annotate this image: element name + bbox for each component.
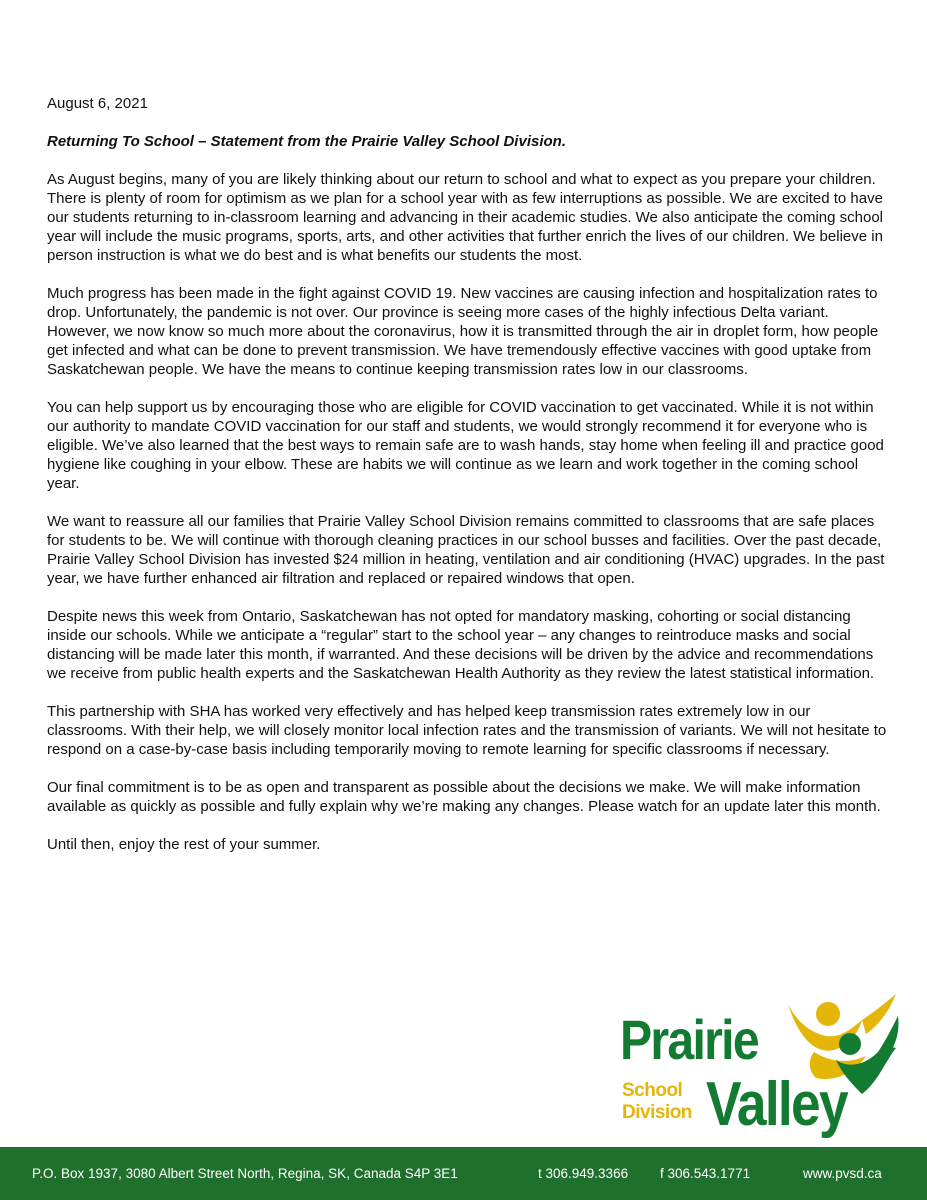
- footer-fax: f 306.543.1771: [660, 1166, 751, 1181]
- paragraph-6: This partnership with SHA has worked very effectively and has helped keep transmission rates extremely low in our classrooms. With their help, we will closely monitor local infection rates and the transmission of variants. We will not hesitate to respond on a case-by-case basis including temporarily moving to remote learning for specific classrooms if necessary.: [47, 703, 887, 758]
- pvsd-logo: [620, 990, 905, 1150]
- footer-phone: t 306.949.3366: [538, 1166, 629, 1181]
- paragraph-2: Much progress has been made in the fight against COVID 19. New vaccines are causing infection and hospitalization rates to drop. Unfortunately, the pandemic is not over. Our province is seeing more cases of the highly infectious Delta variant. However, we now know so much more about the coronavirus, how it is transmitted through the air in droplet form, how people get infected and what can be done to prevent transmission. We have tremendously effective vaccines with good uptake from Saskatchewan people. We have the means to continue keeping transmission rates low in our classrooms.: [47, 285, 879, 378]
- letter-body: [47, 94, 887, 873]
- logo-word-division: Division: [622, 1102, 692, 1123]
- footer-website[interactable]: www.pvsd.ca: [803, 1166, 882, 1181]
- logo-word-prairie: Prairie: [620, 1008, 758, 1071]
- logo-word-valley: Valley: [706, 1070, 847, 1139]
- letter-date: August 6, 2021: [47, 95, 148, 112]
- paragraph-5: Despite news this week from Ontario, Saskatchewan has not opted for mandatory masking, cohorting or social distancing inside our schools. While we anticipate a “regular” start to the school year – any changes to reintroduce masks and social distancing will be made later this month, if warranted. And these decisions will be driven by the advice and recommendations we receive from public health experts and the Saskatchewan Health Authority as they review the latest statistical information.: [47, 608, 875, 682]
- paragraph-1: As August begins, many of you are likely thinking about our return to school and what to expect as you prepare your children. There is plenty of room for optimism as we plan for a school year with as few interruptions as possible. We are excited to have our students returning to in-classroom learning and advancing in their academic studies. We also anticipate the coming school year will include the music programs, sports, arts, and other activities that further enrich the lives of our children. We believe in person instruction is what we do best and is what benefits our students the most.: [47, 171, 884, 264]
- footer-address: P.O. Box 1937, 3080 Albert Street North, Regina, SK, Canada S4P 3E1: [32, 1166, 458, 1181]
- logo-word-school: School: [622, 1080, 683, 1101]
- closing-line: Until then, enjoy the rest of your summer.: [47, 836, 321, 853]
- letter-subject: Returning To School – Statement from the Prairie Valley School Division.: [47, 133, 566, 150]
- footer-bar: [0, 1147, 927, 1200]
- paragraph-4: We want to reassure all our families that Prairie Valley School Division remains committed to classrooms that are safe places for students to be. We will continue with thorough cleaning practices in our school busses and facilities. Over the past decade, Prairie Valley School Division has invested $24 million in heating, ventilation and air conditioning (HVAC) upgrades. In the past year, we have further enhanced air filtration and replaced or repaired windows that open.: [47, 513, 885, 587]
- paragraph-7: Our final commitment is to be as open and transparent as possible about the decisions we make. We will make information available as quickly as possible and fully explain why we’re making any changes. Please watch for an update later this month.: [47, 779, 881, 815]
- paragraph-3: You can help support us by encouraging those who are eligible for COVID vaccination to get vaccinated. While it is not within our authority to mandate COVID vaccination for our staff and students, we would strongly recommend it for everyone who is eligible. We’ve also learned that the best ways to remain safe are to wash hands, stay home when feeling ill and practice good hygiene like coughing in your elbow. These are habits we will continue as we learn and work together in the coming school year.: [47, 399, 884, 492]
